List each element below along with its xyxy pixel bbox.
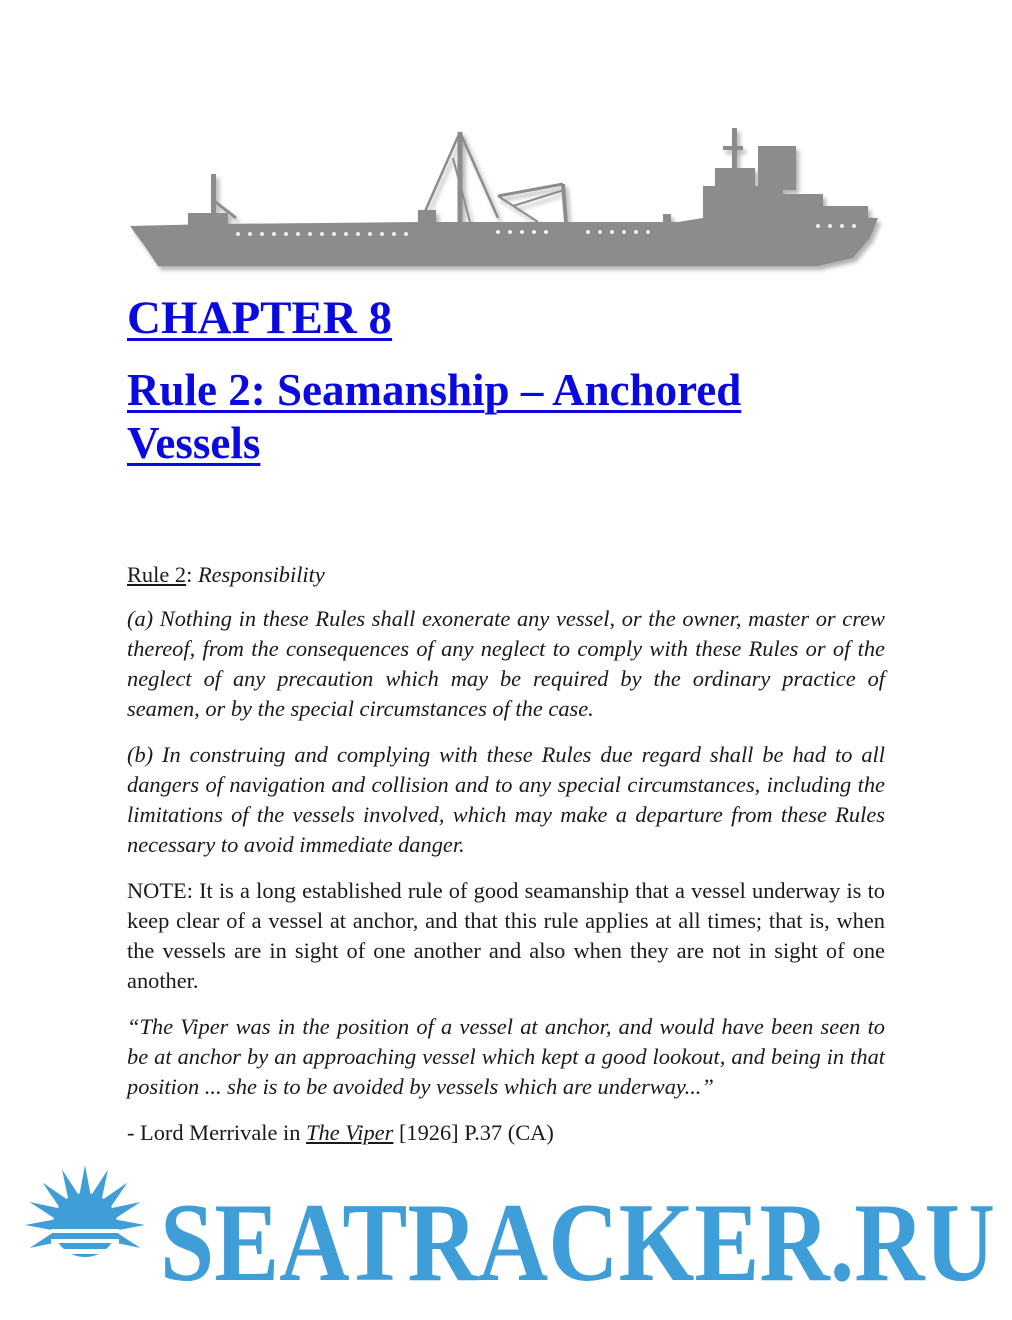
ship-silhouette-image — [118, 118, 898, 283]
note-paragraph: NOTE: It is a long established rule of good seamanship that a vessel underway is to keep clear of a vessel at anchor, and that this rule applies at all times; that is, when the vessels are in sight of one another and also when they are not in sight of one another. — [127, 878, 885, 993]
rule-heading — [127, 560, 885, 590]
citation-case-name: The Viper — [306, 1120, 394, 1145]
watermark-text: SEATRACKER.RU — [160, 1181, 995, 1305]
quote-paragraph: “The Viper was in the position of a vessel at anchor, and would have been seen to be at anchor by an approaching vessel which kept a good lookout, and being in that position ... she is to be avoided by vessels which are underway...” — [127, 1014, 885, 1099]
rule-heading-label: Rule 2 — [127, 562, 187, 587]
rule-title[interactable]: Rule 2: Seamanship – Anchored Vessels — [127, 365, 742, 468]
citation-suffix: [1926] P.37 (CA) — [393, 1120, 554, 1145]
rule-heading-separator: : — [186, 562, 193, 587]
seatracker-watermark-logo — [0, 1160, 1012, 1320]
paragraph-b: (b) In construing and complying with these Rules due regard shall be had to all dangers of navigation and collision and to any special circumstances, including the limitations of the vessels involved, which may make a departure from these Rules necessary to avoid immediate danger. — [127, 742, 885, 857]
paragraph-a: (a) Nothing in these Rules shall exonerate any vessel, or the owner, master or crew thereof, from the consequences of any neglect to comply with these Rules or of the neglect of any precaution which may be required by the ordinary practice of seamen, or by the special circumstances of the case. — [127, 606, 885, 721]
rule-heading-subject: Responsibility — [197, 562, 325, 587]
sun-icon — [25, 1165, 145, 1257]
citation-prefix: - Lord Merrivale in — [127, 1120, 307, 1145]
document-body — [127, 560, 885, 1164]
chapter-title[interactable]: CHAPTER 8 — [127, 292, 393, 344]
citation — [127, 1118, 885, 1148]
